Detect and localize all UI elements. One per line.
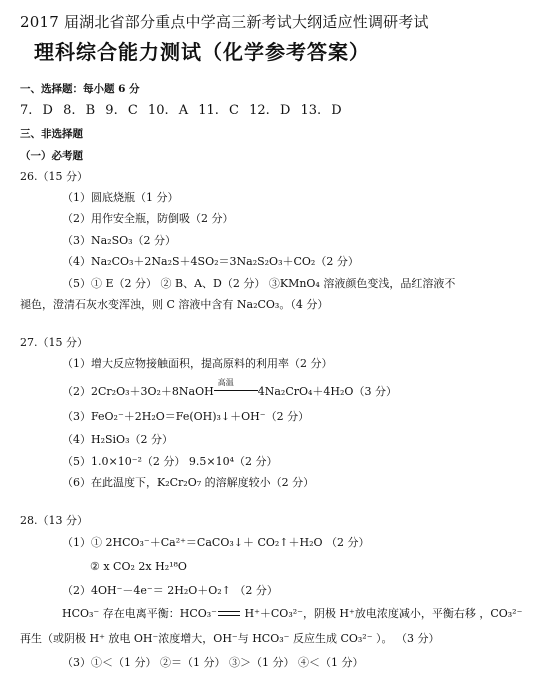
q27-answer-1: （1）增大反应物接触面积，提高原料的利用率（2 分） — [62, 357, 333, 370]
q28-answer-2-explanation — [62, 607, 522, 621]
subsection-heading: （一）必考题 — [20, 150, 83, 162]
q27-answer-5: （5）1.0×10⁻²（2 分） 9.5×10⁴（2 分） — [62, 455, 278, 468]
q27-title: 27.（15 分） — [20, 336, 88, 349]
q28-answer-2: （2）4OH⁻－4e⁻＝ 2H₂O＋O₂↑ （2 分） — [62, 584, 278, 597]
section-heading-nonchoice: 三、非选择题 — [20, 128, 83, 140]
q28-equilibrium-right: H⁺＋CO₃²⁻，阴极 H⁺放电浓度减小，平衡右移 ，CO₃²⁻ — [240, 607, 523, 620]
q26-answer-5-cont: 褪色，澄清石灰水变浑浊，则 C 溶液中含有 Na₂CO₃。（4 分） — [20, 298, 329, 311]
q28-answer-3: （3）①＜（1 分） ②＝（1 分） ③＞（1 分） ④＜（1 分） — [62, 656, 364, 669]
choice-answers: 7. D 8. B 9. C 10. A 11. C 12. D 13. D — [20, 103, 342, 118]
q26-title: 26.（15 分） — [20, 170, 88, 183]
condition-label: 高温 — [217, 378, 234, 387]
q26-answer-5: （5）① E（2 分） ② B、A、D（2 分） ③KMnO₄ 溶液颜色变浅，品红溶液不 — [62, 277, 456, 290]
q26-answer-4: （4）Na₂CO₃＋2Na₂S＋4SO₂＝3Na₂S₂O₃＋CO₂（2 分） — [62, 255, 359, 268]
q27-answer-4: （4）H₂SiO₃（2 分） — [62, 433, 173, 446]
q27-answer-6: （6）在此温度下，K₂Cr₂O₇ 的溶解度较小（2 分） — [62, 476, 315, 489]
q27-equation-left: （2）2Cr₂O₃＋3O₂＋8NaOH — [62, 385, 214, 398]
q28-title: 28.（13 分） — [20, 514, 88, 527]
section-heading-choice: 一、选择题：每小题 6 分 — [20, 83, 140, 95]
equilibrium-arrow-icon — [217, 609, 241, 619]
q26-answer-2: （2）用作安全瓶，防倒吸（2 分） — [62, 212, 234, 225]
q28-answer-1b: ② x CO₂ 2x H₂¹⁸O — [90, 560, 187, 573]
q28-equilibrium-left: HCO₃⁻ 存在电离平衡：HCO₃⁻ — [62, 607, 217, 620]
q27-answer-3: （3）FeO₂⁻＋2H₂O＝Fe(OH)₃↓＋OH⁻（2 分） — [62, 410, 310, 423]
condition-bar — [214, 390, 258, 391]
q26-answer-3: （3）Na₂SO₃（2 分） — [62, 234, 177, 247]
q28-answer-2-cont: 再生（或阴极 H⁺ 放电 OH⁻浓度增大，OH⁻与 HCO₃⁻ 反应生成 CO₃²⁻ ）。 （3 分） — [20, 632, 440, 645]
page-title: 理科综合能力测试（化学参考答案） — [34, 40, 370, 64]
q27-equation-right: 4Na₂CrO₄＋4H₂O（3 分） — [257, 385, 397, 398]
exam-title: 2017 届湖北省部分重点中学高三新考试大纲适应性调研考试 — [20, 13, 429, 31]
q27-answer-2 — [62, 378, 397, 399]
reaction-condition — [214, 378, 258, 395]
q26-answer-1: （1）圆底烧瓶（1 分） — [62, 191, 179, 204]
q28-answer-1: （1）① 2HCO₃⁻＋Ca²⁺＝CaCO₃↓＋ CO₂↑＋H₂O （2 分） — [62, 536, 370, 549]
